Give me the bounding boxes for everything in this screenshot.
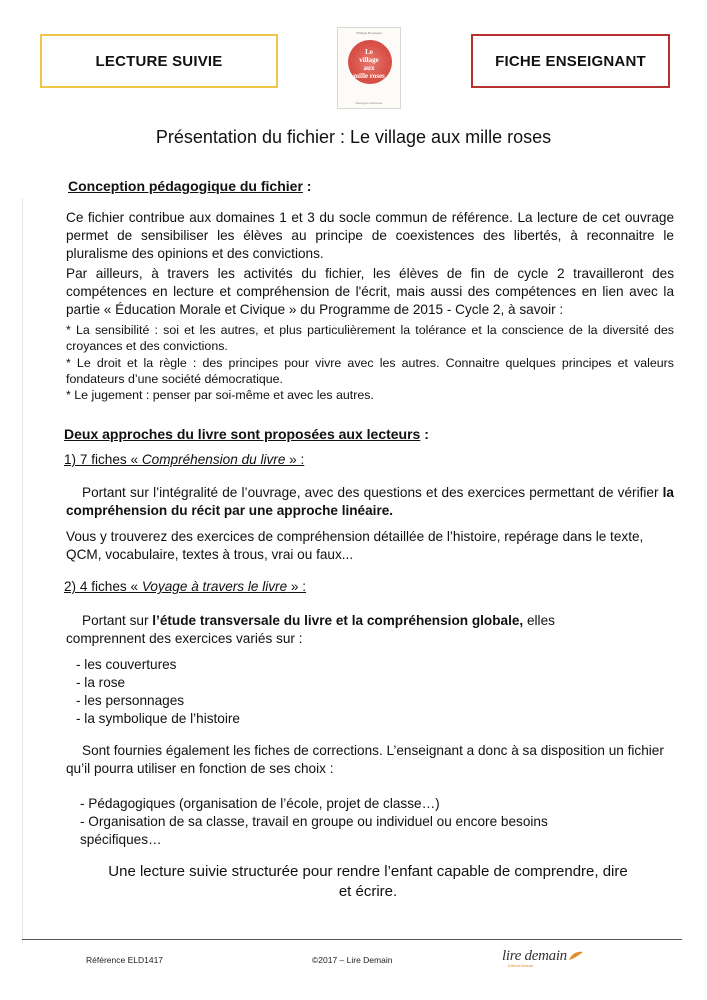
lecture-suivie-label: LECTURE SUIVIE bbox=[40, 34, 278, 88]
bullet-jugement: * Le jugement : penser par soi-même et avec les autres. bbox=[66, 388, 374, 402]
footer-copyright: ©2017 – Lire Demain bbox=[312, 955, 393, 965]
section-heading-conception: Conception pédagogique du fichier : bbox=[68, 178, 312, 194]
subheading-voyage: 2) 4 fiches « Voyage à travers le livre » : bbox=[64, 579, 307, 594]
list-item: - Organisation de sa classe, travail en groupe ou individuel ou encore besoins spécifiques… bbox=[80, 814, 548, 847]
list-item: - les couvertures bbox=[76, 657, 177, 672]
paragraph-corrections: Sont fournies également les fiches de corrections. L’enseignant a donc à sa disposition un fichier qu’il pourra utiliser en fonction de ses choix : bbox=[66, 743, 664, 776]
page-title: Présentation du fichier : Le village aux mille roses bbox=[155, 127, 552, 147]
list-item: - la symbolique de l’histoire bbox=[76, 711, 240, 726]
list-exercise-topics bbox=[76, 656, 684, 728]
conclusion-text: Une lecture suivie structurée pour rendre l’enfant capable de comprendre, dire et écrire. bbox=[108, 863, 628, 900]
logo-leaf-icon bbox=[568, 951, 584, 961]
subheading-comprehension: 1) 7 fiches « Compréhension du livre » : bbox=[64, 452, 305, 467]
section-heading-approches: Deux approches du livre sont proposées aux lecteurs : bbox=[64, 426, 429, 442]
list-item: - Pédagogiques (organisation de l’école, projet de classe…) bbox=[80, 796, 440, 811]
list-teacher-choices bbox=[80, 795, 600, 849]
list-item: - la rose bbox=[76, 675, 126, 690]
lire-demain-logo bbox=[502, 948, 584, 968]
footer-divider bbox=[22, 939, 682, 940]
cover-publisher: Rouergue Jeunesse bbox=[355, 101, 383, 105]
left-margin-rule bbox=[22, 198, 23, 943]
paragraph-transversale: Portant sur l’étude transversale du livre et la compréhension globale, elles comprennent des exercices variés sur : bbox=[66, 613, 555, 646]
fiche-enseignant-label: FICHE ENSEIGNANT bbox=[471, 34, 670, 88]
bullet-droit-regle: * Le droit et la règle : des principes pour vivre avec les autres. Connaitre quelques principes et valeurs fondateurs d’une société démocratique. bbox=[66, 356, 674, 386]
paragraph-lineaire: Portant sur l’intégralité de l’ouvrage, avec des questions et des exercices permettant de vérifier la compréhension du récit par une approche linéaire. bbox=[66, 485, 674, 518]
paragraph-exercices: Vous y trouverez des exercices de compréhension détaillée de l’histoire, repérage dans le texte, QCM, vocabulaire, textes à trous, vrai ou faux... bbox=[66, 529, 644, 562]
list-item: - les personnages bbox=[76, 693, 185, 708]
logo-text: lire demain bbox=[502, 948, 567, 964]
cover-author: Philippe Rousseau bbox=[356, 31, 382, 35]
logo-subtitle: Editions Beaucé bbox=[508, 964, 534, 968]
cover-title: Le village aux mille roses bbox=[353, 48, 385, 80]
bullet-sensibilite: * La sensibilité : soi et les autres, et plus particulièrement la tolérance et la conscience de la diversité des croyances et des convictions. bbox=[66, 323, 674, 353]
footer-reference: Référence ELD1417 bbox=[86, 955, 164, 965]
paragraph-competences: Par ailleurs, à travers les activités du fichier, les élèves de fin de cycle 2 travailleront des compétences en lecture et compréhension de l'écrit, mais aussi des compétences en lien avec la partie « Éducation Morale et Civique » du Programme de 2015 - Cycle 2, à savoir : bbox=[66, 266, 674, 317]
book-cover-image bbox=[337, 27, 401, 109]
paragraph-socle: Ce fichier contribue aux domaines 1 et 3 du socle commun de référence. La lecture de cet ouvrage permet de sensibiliser les élèves au principe de coexistences des libertés, à reconnaitre le pluralisme des opinions et des convictions. bbox=[66, 210, 674, 261]
